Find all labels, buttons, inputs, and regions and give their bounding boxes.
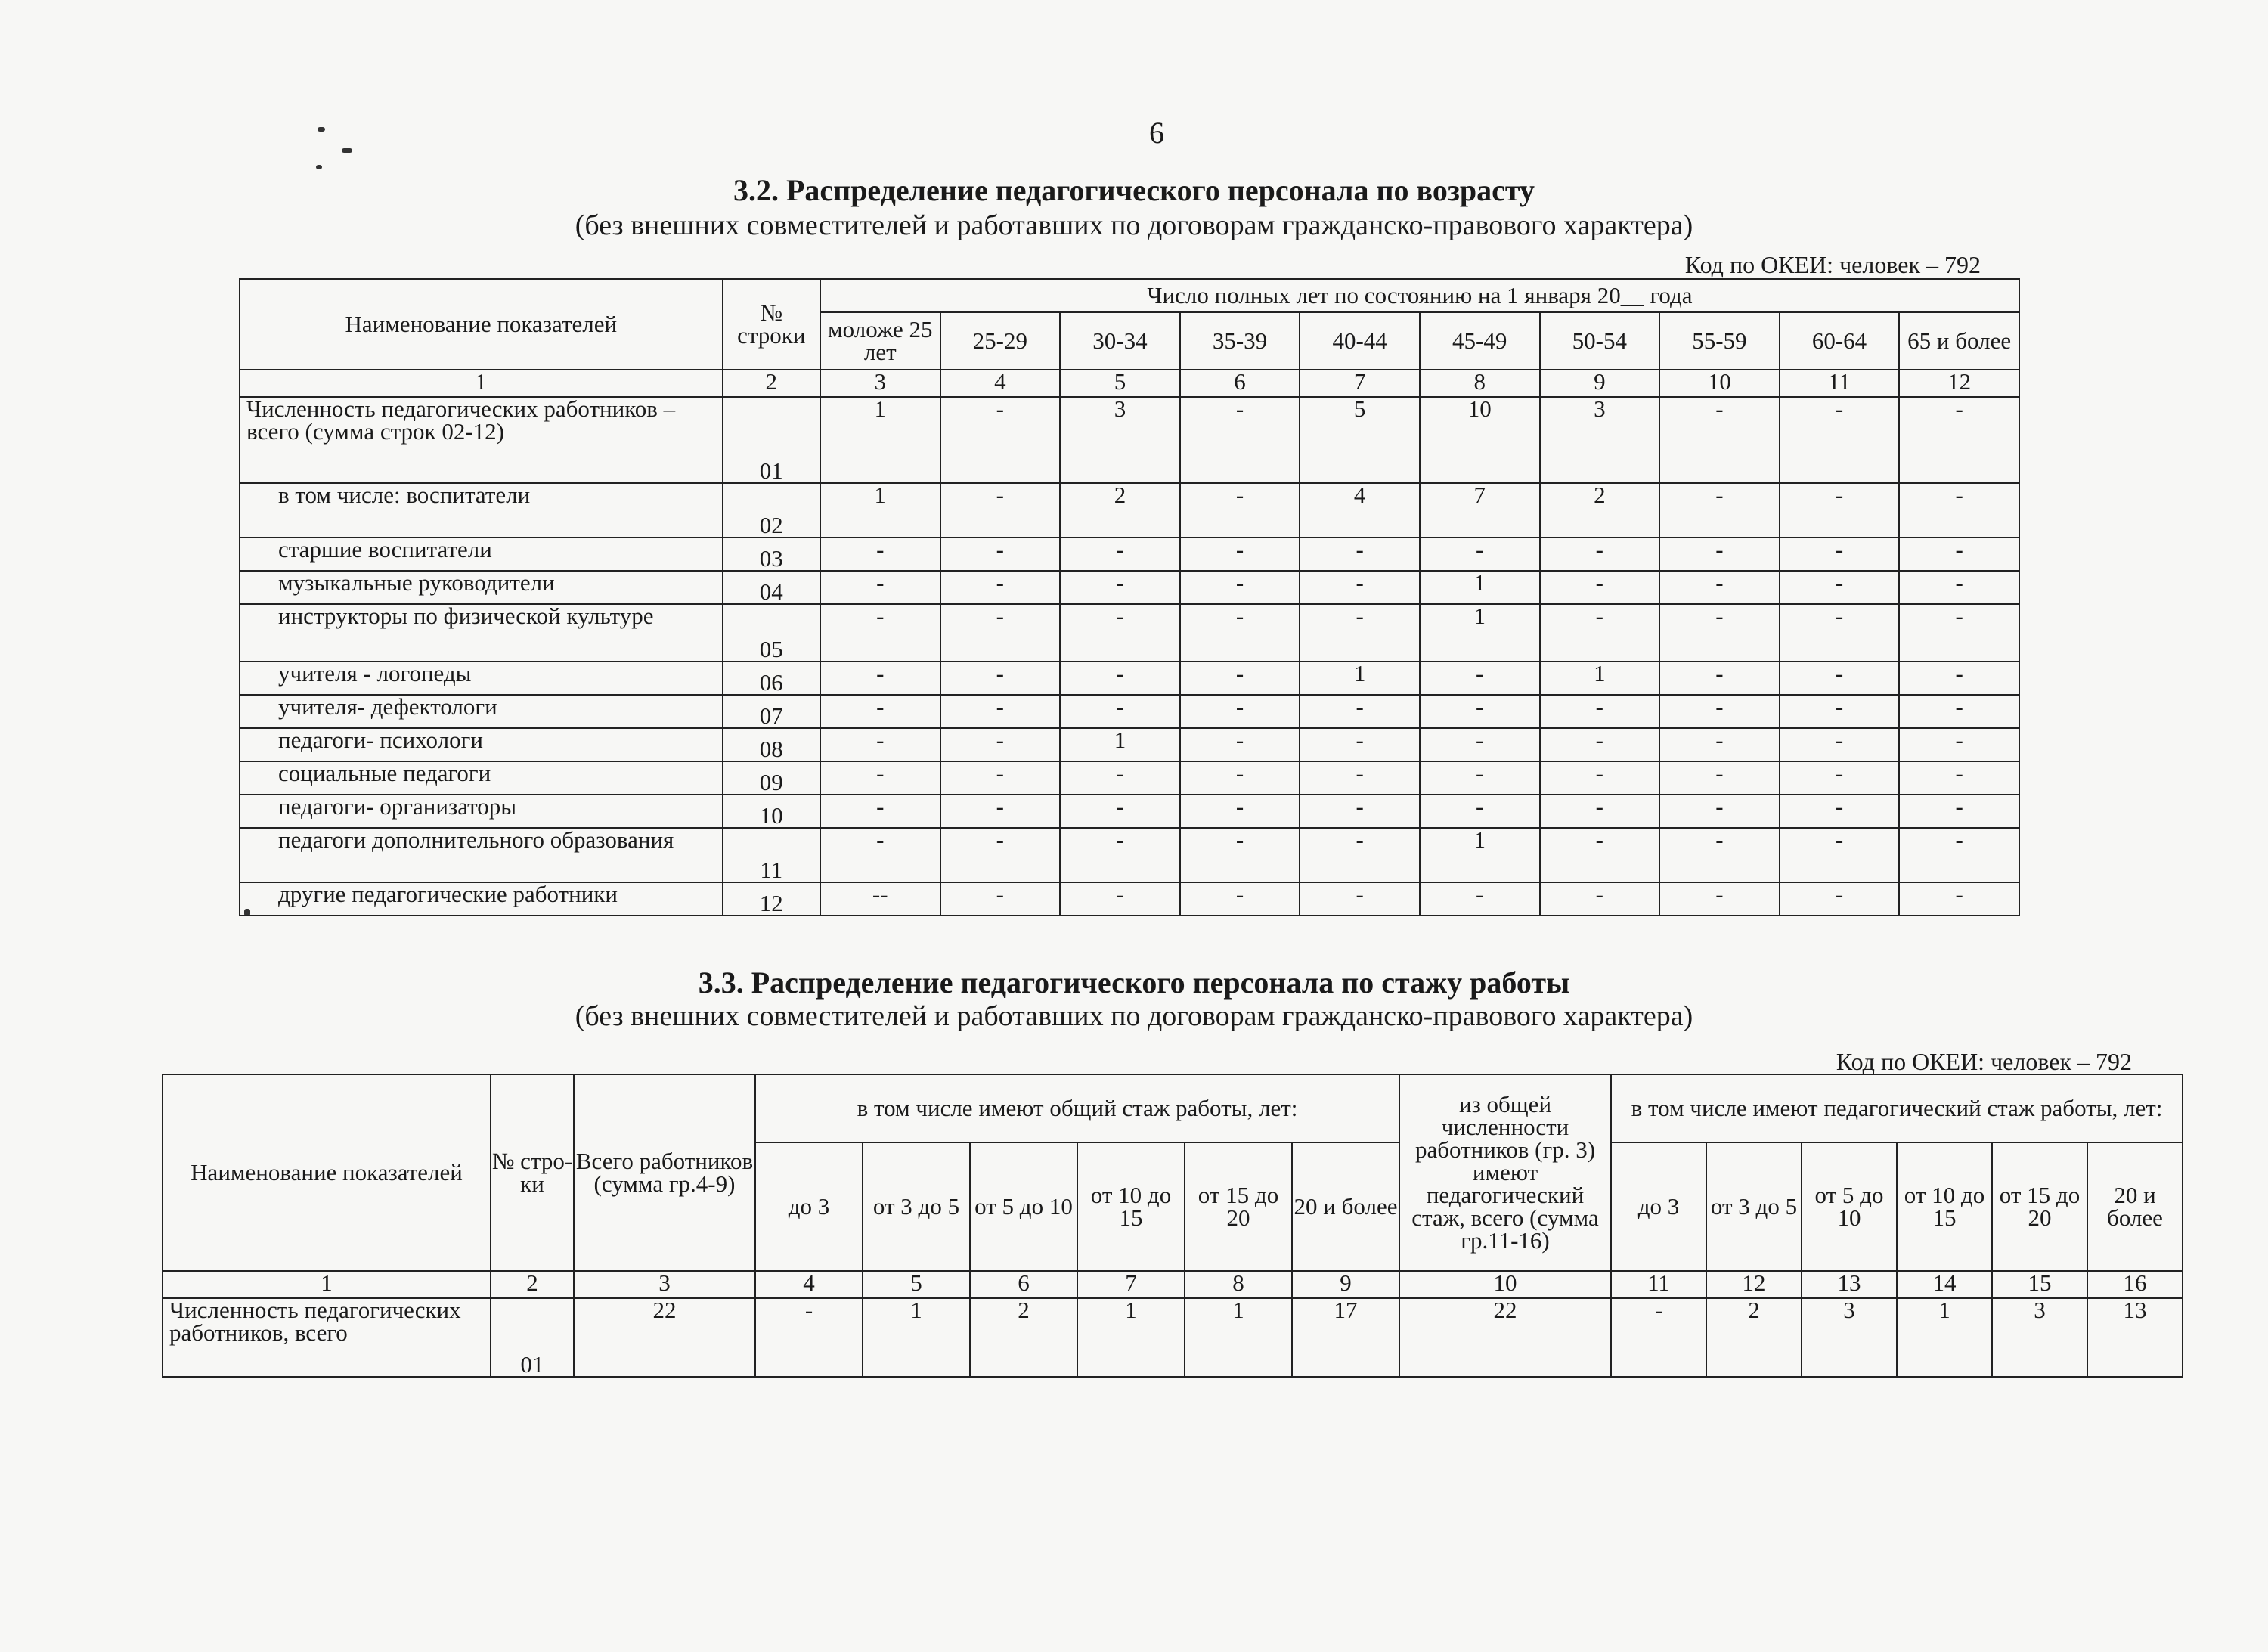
row-code: 04 bbox=[723, 571, 820, 604]
section-32-okei: Код по ОКЕИ: человек – 792 bbox=[1684, 251, 1981, 278]
header-age-group: Число полных лет по состоянию на 1 января 20__ года bbox=[820, 279, 2019, 312]
row-value: 1 bbox=[1420, 604, 1540, 662]
row-value: - bbox=[1780, 795, 1900, 828]
table-row bbox=[240, 483, 2019, 538]
row-value: - bbox=[1300, 728, 1420, 761]
header-row-no: № строки bbox=[723, 279, 820, 370]
section-33-okei: Код по ОКЕИ: человек – 792 bbox=[1836, 1048, 2132, 1075]
header-age-8: 55-59 bbox=[1659, 312, 1780, 370]
row-name: старшие воспитатели bbox=[240, 538, 723, 571]
row-code: 05 bbox=[723, 604, 820, 662]
header-general-group: в том числе имеют общий стаж работы, лет: bbox=[755, 1074, 1399, 1142]
row-value: - bbox=[940, 397, 1061, 483]
column-number: 9 bbox=[1292, 1271, 1399, 1298]
header-age-3: 30-34 bbox=[1060, 312, 1180, 370]
row-value: - bbox=[940, 761, 1061, 795]
row-value: - bbox=[1780, 695, 1900, 728]
header-row-no: № стро-ки bbox=[491, 1074, 574, 1271]
row-value: - bbox=[1300, 795, 1420, 828]
row-value: - bbox=[1060, 882, 1180, 916]
row-value: - bbox=[940, 604, 1061, 662]
row-code: 01 bbox=[723, 397, 820, 483]
row-value: - bbox=[1060, 695, 1180, 728]
row-value: - bbox=[820, 828, 940, 882]
row-value: - bbox=[755, 1298, 863, 1377]
row-value: - bbox=[940, 662, 1061, 695]
section-32-title: 3.2. Распределение педагогического персонала по возрасту bbox=[733, 173, 1535, 207]
table-row bbox=[240, 662, 2019, 695]
row-value: - bbox=[940, 538, 1061, 571]
header-general-range: от 5 до 10 bbox=[970, 1142, 1077, 1271]
row-value: 3 bbox=[1802, 1298, 1897, 1377]
column-number: 2 bbox=[723, 370, 820, 397]
row-name: музыкальные руководители bbox=[240, 571, 723, 604]
row-value: - bbox=[1780, 761, 1900, 795]
row-value: - bbox=[940, 795, 1061, 828]
row-value: 10 bbox=[1420, 397, 1540, 483]
table-row bbox=[240, 728, 2019, 761]
column-number: 9 bbox=[1540, 370, 1660, 397]
row-code: 03 bbox=[723, 538, 820, 571]
row-value: - bbox=[1611, 1298, 1706, 1377]
row-value: 1 bbox=[1300, 662, 1420, 695]
header-age-6: 45-49 bbox=[1420, 312, 1540, 370]
header-ped-group: в том числе имеют педагогический стаж работы, лет: bbox=[1611, 1074, 2183, 1142]
row-value: 1 bbox=[1540, 662, 1660, 695]
row-value: 1 bbox=[820, 483, 940, 538]
row-value: - bbox=[1659, 604, 1780, 662]
table-row bbox=[240, 397, 2019, 483]
row-value: - bbox=[1180, 761, 1300, 795]
row-value: - bbox=[1899, 761, 2019, 795]
row-value: 3 bbox=[1992, 1298, 2087, 1377]
row-value: - bbox=[1780, 604, 1900, 662]
row-value: - bbox=[1060, 828, 1180, 882]
row-value: - bbox=[1540, 882, 1660, 916]
row-value: - bbox=[1540, 828, 1660, 882]
row-code: 06 bbox=[723, 662, 820, 695]
row-value: - bbox=[1780, 571, 1900, 604]
row-value: 22 bbox=[574, 1298, 755, 1377]
table-row bbox=[240, 795, 2019, 828]
column-number: 5 bbox=[1060, 370, 1180, 397]
header-name: Наименование показателей bbox=[163, 1074, 491, 1271]
row-value: - bbox=[1540, 695, 1660, 728]
header-ped-range: от 10 до 15 bbox=[1897, 1142, 1992, 1271]
header-age-7: 50-54 bbox=[1540, 312, 1660, 370]
row-value: - bbox=[1659, 795, 1780, 828]
header-ped-range: от 5 до 10 bbox=[1802, 1142, 1897, 1271]
row-code: 02 bbox=[723, 483, 820, 538]
row-value: - bbox=[1300, 828, 1420, 882]
header-ped-range: от 15 до 20 bbox=[1992, 1142, 2087, 1271]
row-name: инструкторы по физической культуре bbox=[240, 604, 723, 662]
table-row bbox=[240, 571, 2019, 604]
row-value: - bbox=[1540, 571, 1660, 604]
row-value: 1 bbox=[1420, 828, 1540, 882]
row-value: 1 bbox=[1420, 571, 1540, 604]
row-value: 13 bbox=[2087, 1298, 2183, 1377]
row-value: 1 bbox=[863, 1298, 970, 1377]
row-value: - bbox=[1060, 571, 1180, 604]
row-name: педагоги дополнительного образования bbox=[240, 828, 723, 882]
header-general-range: от 15 до 20 bbox=[1185, 1142, 1292, 1271]
row-value: - bbox=[820, 571, 940, 604]
column-number: 4 bbox=[940, 370, 1061, 397]
row-value: - bbox=[1300, 604, 1420, 662]
row-name: другие педагогические работники bbox=[240, 882, 723, 916]
row-value: - bbox=[1780, 483, 1900, 538]
row-value: - bbox=[1780, 662, 1900, 695]
header-total: Всего работников (сумма гр.4-9) bbox=[574, 1074, 755, 1271]
row-value: - bbox=[940, 728, 1061, 761]
column-number: 11 bbox=[1611, 1271, 1706, 1298]
row-value: - bbox=[1180, 571, 1300, 604]
row-value: 1 bbox=[1060, 728, 1180, 761]
header-ped-range: до 3 bbox=[1611, 1142, 1706, 1271]
row-value: - bbox=[1180, 728, 1300, 761]
row-value: - bbox=[1060, 662, 1180, 695]
row-value: - bbox=[820, 662, 940, 695]
row-value: - bbox=[1420, 695, 1540, 728]
header-age-5: 40-44 bbox=[1300, 312, 1420, 370]
row-value: - bbox=[820, 695, 940, 728]
row-value: - bbox=[1899, 662, 2019, 695]
row-value: - bbox=[820, 538, 940, 571]
row-value: - bbox=[1899, 538, 2019, 571]
table-row bbox=[240, 828, 2019, 882]
row-value: - bbox=[1899, 728, 2019, 761]
row-value: - bbox=[1060, 604, 1180, 662]
column-number: 1 bbox=[163, 1271, 491, 1298]
row-value: - bbox=[1780, 728, 1900, 761]
scan-mark bbox=[342, 148, 352, 153]
section-33-subtitle: (без внешних совместителей и работавших по договорам гражданско-правового характера) bbox=[575, 1000, 1693, 1032]
row-value: - bbox=[1899, 882, 2019, 916]
row-value: 4 bbox=[1300, 483, 1420, 538]
header-ped-range: от 3 до 5 bbox=[1706, 1142, 1802, 1271]
row-name: в том числе: воспитатели bbox=[240, 483, 723, 538]
row-name: Численность педагогических работников, всего bbox=[163, 1298, 491, 1377]
column-number: 10 bbox=[1399, 1271, 1611, 1298]
column-number: 15 bbox=[1992, 1271, 2087, 1298]
row-value: - bbox=[1180, 882, 1300, 916]
row-value: - bbox=[1180, 828, 1300, 882]
row-value: - bbox=[940, 882, 1061, 916]
row-value: - bbox=[1659, 695, 1780, 728]
table-row bbox=[240, 538, 2019, 571]
row-value: - bbox=[1899, 695, 2019, 728]
header-general-range: 20 и более bbox=[1292, 1142, 1399, 1271]
column-number: 8 bbox=[1420, 370, 1540, 397]
row-value: - bbox=[820, 604, 940, 662]
row-name: педагоги- организаторы bbox=[240, 795, 723, 828]
column-number: 6 bbox=[1180, 370, 1300, 397]
row-value: - bbox=[1180, 604, 1300, 662]
row-value: 2 bbox=[1540, 483, 1660, 538]
scan-mark bbox=[318, 127, 325, 132]
age-distribution-table bbox=[239, 278, 2020, 916]
row-name: учителя - логопеды bbox=[240, 662, 723, 695]
row-name: педагоги- психологи bbox=[240, 728, 723, 761]
column-number: 4 bbox=[755, 1271, 863, 1298]
table-row bbox=[163, 1298, 2183, 1377]
column-number: 10 bbox=[1659, 370, 1780, 397]
table-row bbox=[240, 604, 2019, 662]
row-value: - bbox=[1899, 604, 2019, 662]
row-value: - bbox=[1420, 728, 1540, 761]
row-value: 17 bbox=[1292, 1298, 1399, 1377]
column-number: 2 bbox=[491, 1271, 574, 1298]
row-value: 3 bbox=[1540, 397, 1660, 483]
row-value: - bbox=[1659, 483, 1780, 538]
header-ped-range: 20 и более bbox=[2087, 1142, 2183, 1271]
row-value: - bbox=[1420, 538, 1540, 571]
header-age-4: 35-39 bbox=[1180, 312, 1300, 370]
column-number: 6 bbox=[970, 1271, 1077, 1298]
row-value: 5 bbox=[1300, 397, 1420, 483]
column-number: 1 bbox=[240, 370, 723, 397]
row-value: - bbox=[1659, 761, 1780, 795]
row-value: - bbox=[1180, 695, 1300, 728]
row-value: - bbox=[1300, 761, 1420, 795]
row-value: - bbox=[820, 728, 940, 761]
row-value: - bbox=[940, 571, 1061, 604]
row-value: - bbox=[1540, 728, 1660, 761]
row-value: - bbox=[1300, 695, 1420, 728]
row-value: - bbox=[1540, 538, 1660, 571]
row-value: - bbox=[1540, 604, 1660, 662]
row-value: - bbox=[1899, 483, 2019, 538]
row-value: - bbox=[940, 695, 1061, 728]
row-value: - bbox=[1420, 761, 1540, 795]
scan-mark bbox=[316, 165, 322, 169]
row-value: - bbox=[940, 483, 1061, 538]
row-value: 7 bbox=[1420, 483, 1540, 538]
table-row bbox=[240, 761, 2019, 795]
row-value: - bbox=[940, 828, 1061, 882]
row-value: - bbox=[1300, 538, 1420, 571]
section-33-title: 3.3. Распределение педагогического персонала по стажу работы bbox=[698, 965, 1570, 1000]
row-value: - bbox=[1659, 728, 1780, 761]
row-value: 22 bbox=[1399, 1298, 1611, 1377]
row-value: - bbox=[1420, 662, 1540, 695]
row-value: - bbox=[1180, 538, 1300, 571]
section-32-subtitle: (без внешних совместителей и работавших по договорам гражданско-правового характера) bbox=[575, 209, 1693, 241]
row-value: - bbox=[1420, 882, 1540, 916]
row-value: - bbox=[1180, 795, 1300, 828]
row-value: 1 bbox=[820, 397, 940, 483]
row-value: - bbox=[1659, 538, 1780, 571]
row-value: - bbox=[1780, 828, 1900, 882]
row-value: 2 bbox=[970, 1298, 1077, 1377]
row-value: - bbox=[1659, 397, 1780, 483]
page-number: 6 bbox=[1149, 116, 1164, 150]
row-value: - bbox=[1899, 795, 2019, 828]
row-code: 12 bbox=[723, 882, 820, 916]
row-code: 07 bbox=[723, 695, 820, 728]
row-code: 09 bbox=[723, 761, 820, 795]
row-value: - bbox=[1180, 483, 1300, 538]
row-value: - bbox=[820, 795, 940, 828]
header-general-range: от 10 до 15 bbox=[1077, 1142, 1185, 1271]
row-name: Численность педагогических работников – всего (сумма строк 02-12) bbox=[240, 397, 723, 483]
row-code: 11 bbox=[723, 828, 820, 882]
row-value: - bbox=[1540, 761, 1660, 795]
column-number: 7 bbox=[1077, 1271, 1185, 1298]
row-value: - bbox=[1300, 882, 1420, 916]
column-number: 12 bbox=[1899, 370, 2019, 397]
column-number: 3 bbox=[820, 370, 940, 397]
table-row bbox=[240, 882, 2019, 916]
header-age-10: 65 и более bbox=[1899, 312, 2019, 370]
column-number: 11 bbox=[1780, 370, 1900, 397]
row-name: социальные педагоги bbox=[240, 761, 723, 795]
row-value: -- bbox=[820, 882, 940, 916]
row-value: - bbox=[1659, 571, 1780, 604]
row-value: - bbox=[1899, 397, 2019, 483]
column-number: 12 bbox=[1706, 1271, 1802, 1298]
row-value: - bbox=[1780, 538, 1900, 571]
row-value: - bbox=[820, 761, 940, 795]
row-value: - bbox=[1180, 662, 1300, 695]
row-value: - bbox=[1540, 795, 1660, 828]
header-name: Наименование показателей bbox=[240, 279, 723, 370]
column-number: 7 bbox=[1300, 370, 1420, 397]
row-value: 2 bbox=[1060, 483, 1180, 538]
row-value: 1 bbox=[1077, 1298, 1185, 1377]
row-code: 08 bbox=[723, 728, 820, 761]
row-code: 01 bbox=[491, 1298, 574, 1377]
row-value: - bbox=[1899, 828, 2019, 882]
row-value: 1 bbox=[1185, 1298, 1292, 1377]
row-value: - bbox=[1060, 538, 1180, 571]
row-value: - bbox=[1780, 882, 1900, 916]
row-name: учителя- дефектологи bbox=[240, 695, 723, 728]
experience-distribution-table bbox=[162, 1074, 2183, 1378]
row-value: 2 bbox=[1706, 1298, 1802, 1377]
header-general-range: от 3 до 5 bbox=[863, 1142, 970, 1271]
header-ped-total: из общей численности работников (гр. 3) имеют педагогический стаж, всего (сумма гр.11-16) bbox=[1399, 1074, 1611, 1271]
row-value: 3 bbox=[1060, 397, 1180, 483]
header-age-9: 60-64 bbox=[1780, 312, 1900, 370]
row-value: - bbox=[1659, 882, 1780, 916]
column-number: 8 bbox=[1185, 1271, 1292, 1298]
header-general-range: до 3 bbox=[755, 1142, 863, 1271]
row-value: - bbox=[1780, 397, 1900, 483]
column-number: 13 bbox=[1802, 1271, 1897, 1298]
header-age-1: моложе 25 лет bbox=[820, 312, 940, 370]
row-value: - bbox=[1420, 795, 1540, 828]
column-number: 16 bbox=[2087, 1271, 2183, 1298]
row-value: - bbox=[1060, 761, 1180, 795]
row-value: - bbox=[1899, 571, 2019, 604]
column-number: 14 bbox=[1897, 1271, 1992, 1298]
row-value: - bbox=[1659, 662, 1780, 695]
table-row bbox=[240, 695, 2019, 728]
row-code: 10 bbox=[723, 795, 820, 828]
column-number: 5 bbox=[863, 1271, 970, 1298]
row-value: - bbox=[1300, 571, 1420, 604]
row-value: 1 bbox=[1897, 1298, 1992, 1377]
header-age-2: 25-29 bbox=[940, 312, 1061, 370]
row-value: - bbox=[1659, 828, 1780, 882]
row-value: - bbox=[1060, 795, 1180, 828]
column-number: 3 bbox=[574, 1271, 755, 1298]
row-value: - bbox=[1180, 397, 1300, 483]
